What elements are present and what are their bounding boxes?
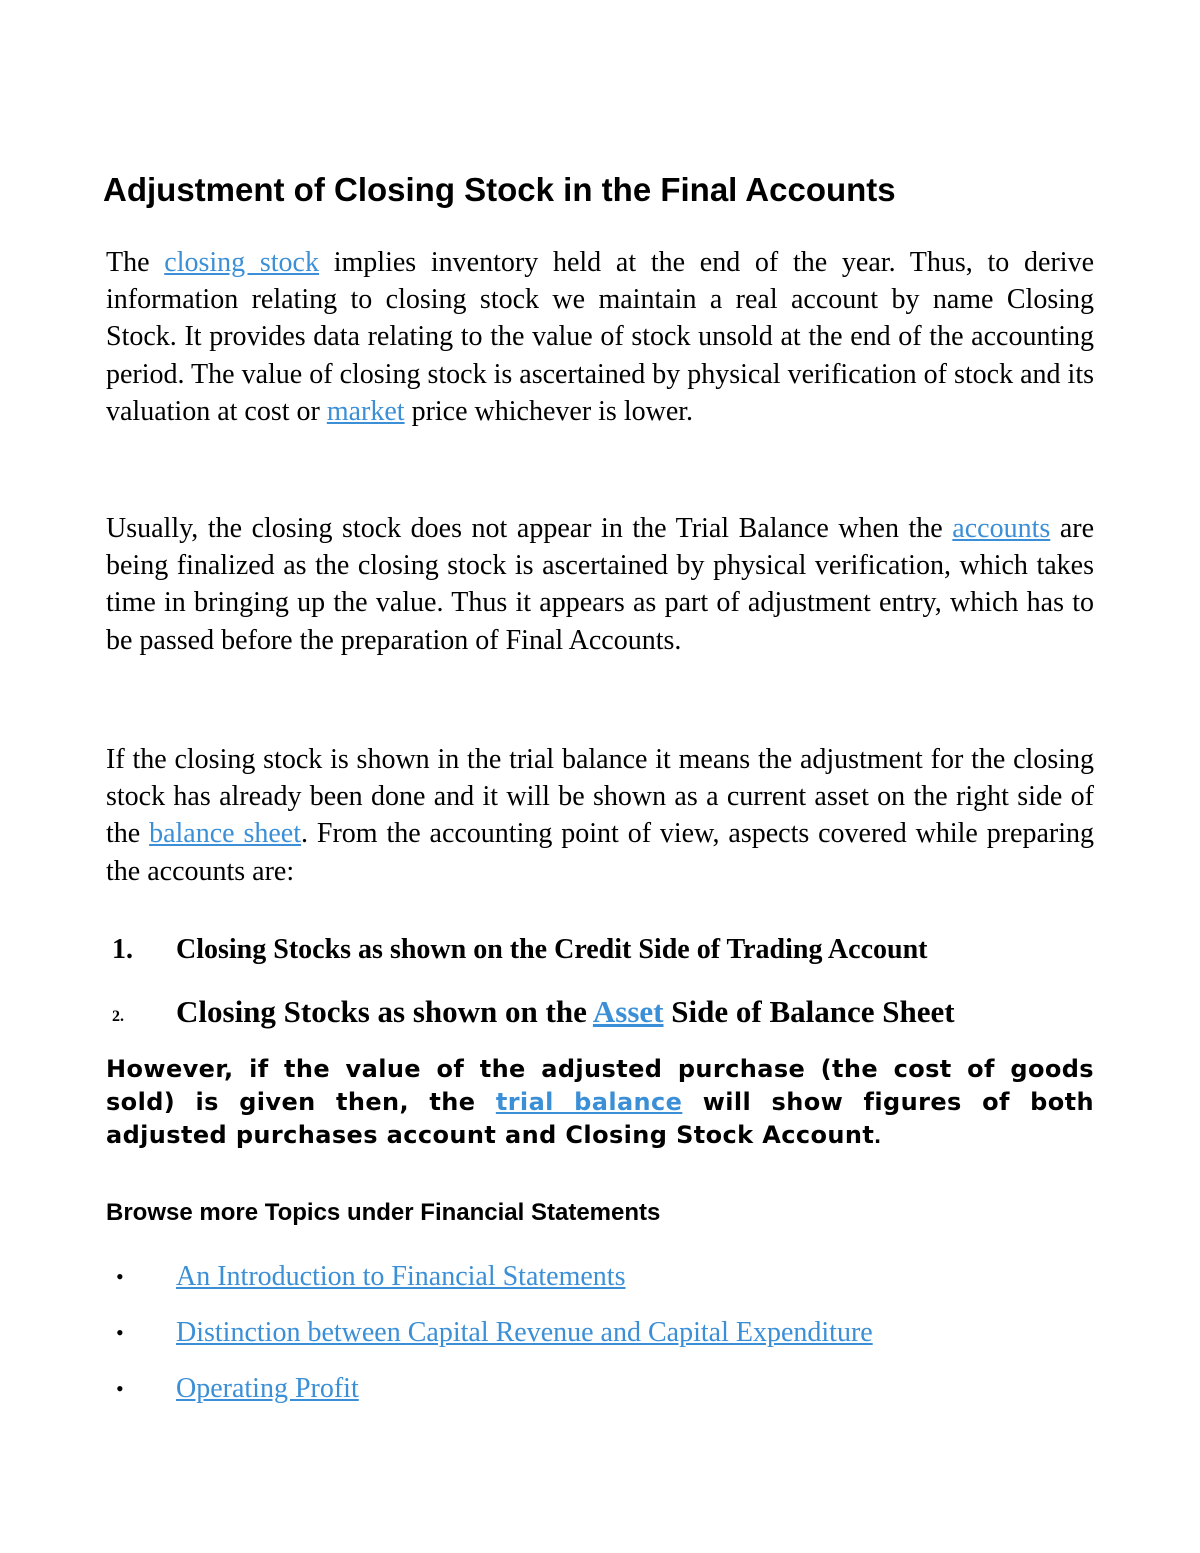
paragraph-adjusted-purchase: [106, 1053, 1094, 1152]
list-number: 1.: [112, 934, 133, 965]
list-item-text-part: Closing Stocks as shown on the: [176, 994, 593, 1029]
list-item-text: [176, 994, 955, 1030]
paragraph-text: However, if the value of the adjusted purchase (the cost of goods sold) is given then, the: [106, 1055, 1094, 1116]
paragraph-text: price whichever is lower.: [404, 395, 694, 427]
paragraph-closing-stock-definition: [106, 244, 1094, 430]
link-accounts[interactable]: accounts: [952, 513, 1051, 544]
paragraph-text: implies inventory held at the end of the year. Thus, to derive information relating to closing stock we maintain a real account by name Closing Stock. It provides data relating to the value of stock unsold at the end of the accounting period. The value of closing stock is ascertained by physical verification of stock and its valuation at cost or: [106, 247, 1094, 427]
link-asset[interactable]: Asset: [592, 994, 664, 1029]
paragraph-text: The: [106, 247, 165, 278]
page-title: Adjustment of Closing Stock in the Final Accounts: [103, 171, 896, 208]
paragraph-text: If the closing stock is shown in the trial balance it means the adjustment for the closing stock has already been done and it will be shown as a current asset on the right side of the: [106, 744, 1094, 850]
paragraph-adjustment: [106, 741, 1094, 890]
bullet-icon: •: [116, 1376, 124, 1401]
link-trial-balance[interactable]: trial balance: [495, 1088, 683, 1116]
topic-link[interactable]: An Introduction to Financial Statements: [176, 1261, 626, 1292]
list-number: 2.: [112, 1008, 124, 1025]
paragraph-text: are being finalized as the closing stock is ascertained by physical verification, which takes time in bringing up the value. Thus it appears as part of adjustment entry, which has to be passed before the preparation of Final Accounts.: [106, 513, 1094, 656]
bullet-icon: •: [116, 1320, 124, 1345]
bullet-icon: •: [116, 1264, 124, 1289]
topic-link[interactable]: Operating Profit: [176, 1373, 359, 1404]
paragraph-text: will show figures of both adjusted purchases account and Closing Stock Account: [106, 1088, 1094, 1149]
list-item-text: Closing Stocks as shown on the Credit Side of Trading Account: [176, 934, 928, 965]
topic-link[interactable]: Distinction between Capital Revenue and Capital Expenditure: [176, 1317, 873, 1348]
list-item-text-part: Side of Balance Sheet: [663, 994, 955, 1029]
paragraph-text: Usually, the closing stock does not appear in the Trial Balance when the: [106, 513, 953, 544]
paragraph-period: .: [874, 1122, 882, 1149]
browse-heading: Browse more Topics under Financial Statements: [106, 1199, 661, 1226]
paragraph-trial-balance: [106, 510, 1094, 659]
paragraph-text: . From the accounting point of view, aspects covered while preparing the accounts are:: [106, 818, 1094, 887]
link-balance-sheet[interactable]: balance sheet: [149, 818, 301, 850]
link-market[interactable]: market: [326, 395, 405, 427]
link-closing-stock[interactable]: closing stock: [164, 247, 319, 278]
